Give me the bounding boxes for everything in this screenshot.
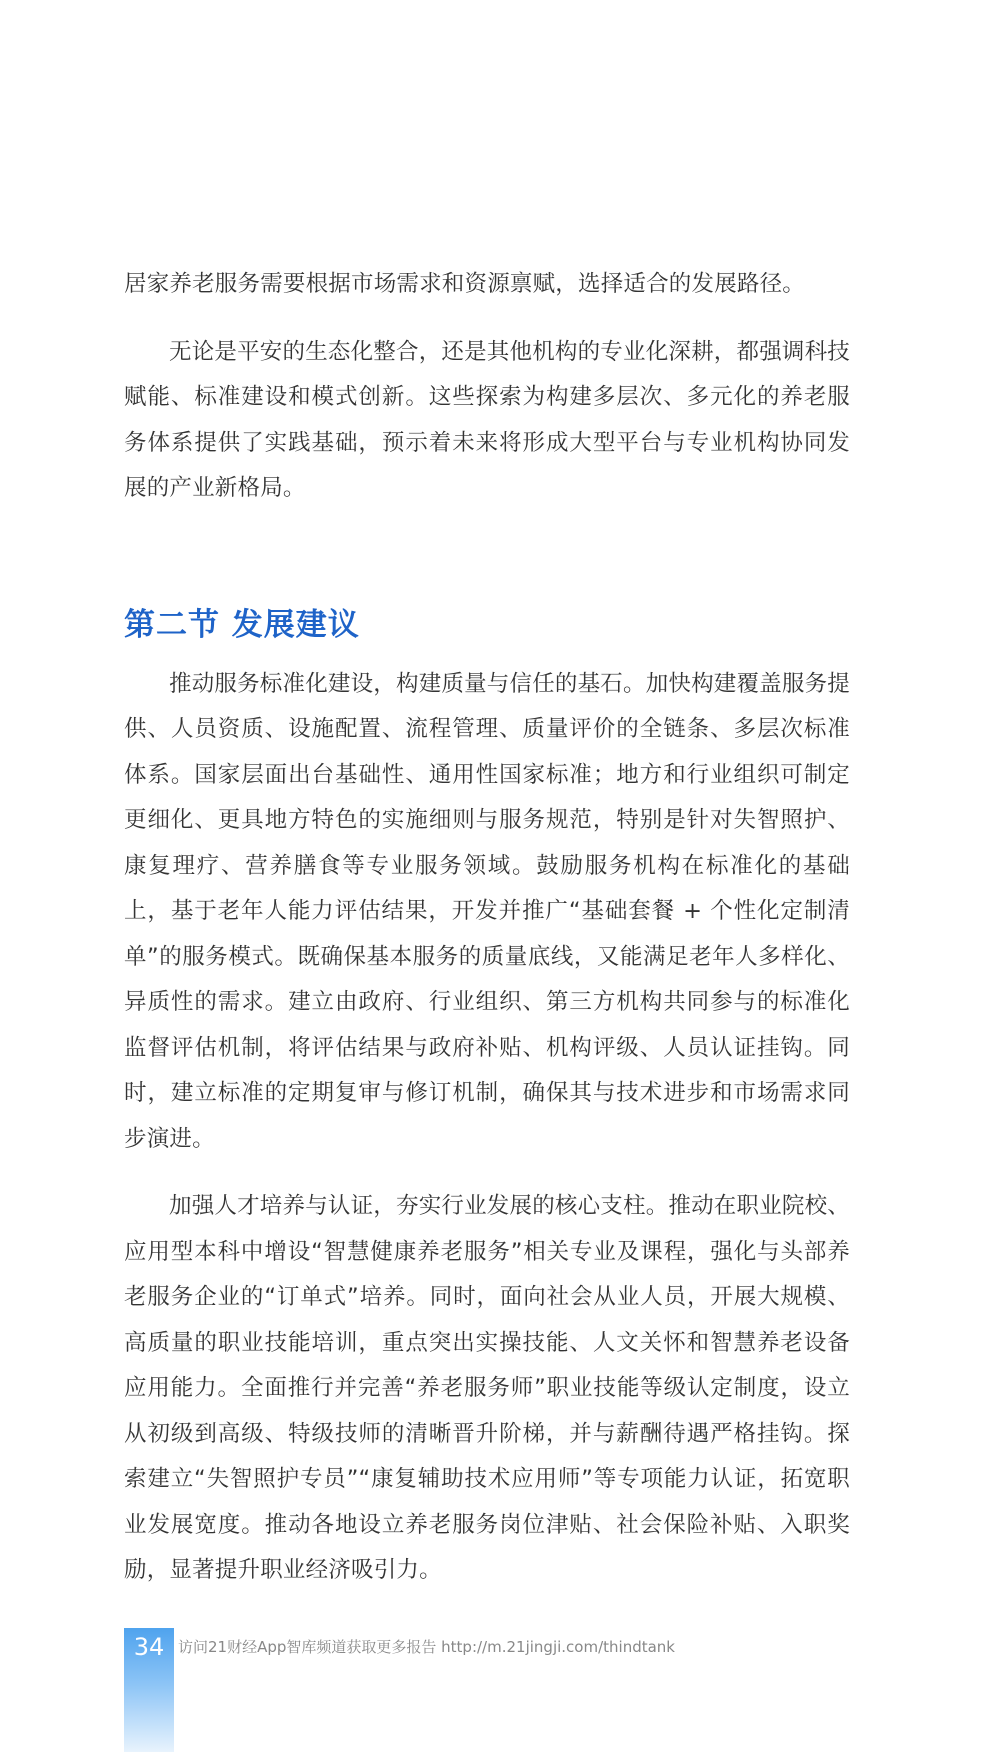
footer-link-text[interactable]: 访问21财经App智库频道获取更多报告 http://m.21jingji.com/thindtank	[178, 1638, 675, 1656]
document-body	[124, 262, 850, 1594]
section-title: 第二节 发展建议	[124, 606, 360, 643]
page-number-box	[124, 1628, 174, 1752]
paragraph-summary: 无论是平安的生态化整合，还是其他机构的专业化深耕，都强调科技赋能、标准建设和模式创新。这些探索为构建多层次、多元化的养老服务体系提供了实践基础，预示着未来将形成大型平台与专业机构协同发展的产业新格局。	[124, 338, 851, 501]
paragraph-standardization: 推动服务标准化建设，构建质量与信任的基石。加快构建覆盖服务提供、人员资质、设施配置、流程管理、质量评价的全链条、多层次标准体系。国家层面出台基础性、通用性国家标准；地方和行业组织可制定更细化、更具地方特色的实施细则与服务规范，特别是针对失智照护、康复理疗、营养膳食等专业服务领域。鼓励服务机构在标准化的基础上，基于老年人能力评估结果，开发并推广“基础套餐 + 个性化定制清单”的服务模式。既确保基本服务的质量底线，又能满足老年人多样化、异质性的需求。建立由政府、行业组织、第三方机构共同参与的标准化监督评估机制，将评估结果与政府补贴、机构评级、人员认证挂钩。同时，建立标准的定期复审与修订机制，确保其与技术进步和市场需求同步演进。	[124, 670, 851, 1152]
paragraph-talent: 加强人才培养与认证，夯实行业发展的核心支柱。推动在职业院校、应用型本科中增设“智慧健康养老服务”相关专业及课程，强化与头部养老服务企业的“订单式”培养。同时，面向社会从业人员，开展大规模、高质量的职业技能培训，重点突出实操技能、人文关怀和智慧养老设备应用能力。全面推行并完善“养老服务师”职业技能等级认定制度，设立从初级到高级、特级技师的清晰晋升阶梯，并与薪酬待遇严格挂钩。探索建立“失智照护专员”“康复辅助技术应用师”等专项能力认证，拓宽职业发展宽度。推动各地设立养老服务岗位津贴、社会保险补贴、入职奖励，显著提升职业经济吸引力。	[124, 1193, 851, 1583]
paragraph-gap	[124, 1162, 850, 1184]
page-number: 34	[133, 1633, 165, 1661]
paragraph-intro: 居家养老服务需要根据市场需求和资源禀赋，选择适合的发展路径。	[124, 271, 806, 297]
paragraph-gap	[124, 308, 850, 330]
page-footer	[124, 1628, 904, 1752]
